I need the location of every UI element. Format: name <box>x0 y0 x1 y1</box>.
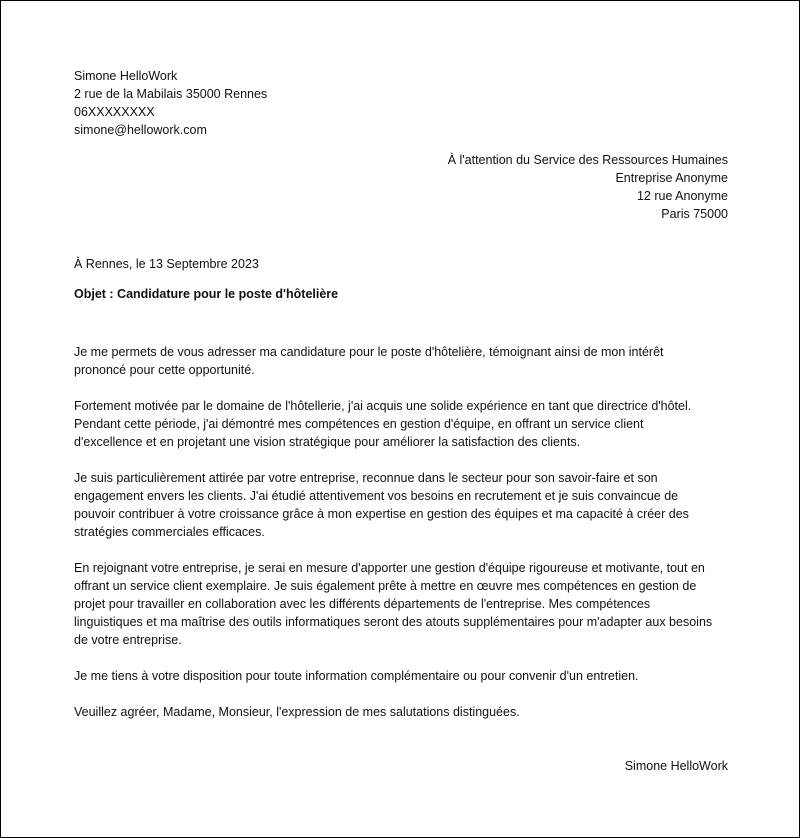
sender-phone: 06XXXXXXXX <box>74 105 155 119</box>
body-line: d'excellence et en projetant une vision stratégique pour améliorer la satisfaction des clients. <box>74 435 581 449</box>
body-line: Fortement motivée par le domaine de l'hôtellerie, j'ai acquis une solide expérience en tant que directrice d'hôtel. <box>74 399 692 413</box>
body-line: stratégies commerciales efficaces. <box>74 525 265 539</box>
body-line: engagement envers les clients. J'ai étudié attentivement vos besoins en recrutement et je suis convaincue de <box>74 489 679 503</box>
body-line: prononcé pour cette opportunité. <box>74 363 255 377</box>
paragraph-availability <box>74 667 734 685</box>
recipient-block <box>448 151 728 223</box>
body-line: Veuillez agréer, Madame, Monsieur, l'expression de mes salutations distinguées. <box>74 705 520 719</box>
recipient-city: Paris 75000 <box>661 207 728 221</box>
paragraph-intro <box>74 343 734 379</box>
recipient-company: Entreprise Anonyme <box>615 171 728 185</box>
paragraph-contribution <box>74 559 734 649</box>
body-line: de votre entreprise. <box>74 633 182 647</box>
body-line: En rejoignant votre entreprise, je serai en mesure d'apporter une gestion d'équipe rigoureuse et motivante, tout en <box>74 561 705 575</box>
signature: Simone HelloWork <box>624 759 728 773</box>
body-line: pouvoir contribuer à votre croissance grâce à mon expertise en gestion des équipes et ma capacité à créer des <box>74 507 689 521</box>
recipient-street: 12 rue Anonyme <box>636 189 728 203</box>
sender-email: simone@hellowork.com <box>74 123 207 137</box>
body-line: projet pour travailler en collaboration avec les différents départements de l'entreprise. Mes compétences <box>74 597 651 611</box>
paragraph-motivation <box>74 469 734 541</box>
paragraph-experience <box>74 397 734 451</box>
body-line: Je me tiens à votre disposition pour toute information complémentaire ou pour convenir d'un entretien. <box>74 669 639 683</box>
paragraph-closing <box>74 703 734 721</box>
sender-address: 2 rue de la Mabilais 35000 Rennes <box>74 87 268 101</box>
sender-name: Simone HelloWork <box>74 69 178 83</box>
recipient-attention: À l'attention du Service des Ressources Humaines <box>447 153 728 167</box>
letter-date: À Rennes, le 13 Septembre 2023 <box>74 257 259 271</box>
letter-subject: Objet : Candidature pour le poste d'hôtelière <box>74 287 339 301</box>
body-line: Je me permets de vous adresser ma candidature pour le poste d'hôtelière, témoignant ainsi de mon intérêt <box>74 345 664 359</box>
body-line: offrant un service client exemplaire. Je suis également prête à mettre en œuvre mes compétences en gestion de <box>74 579 697 593</box>
letter-body <box>74 343 734 739</box>
body-line: Je suis particulièrement attirée par votre entreprise, reconnue dans le secteur pour son savoir-faire et son <box>74 471 658 485</box>
body-line: Pendant cette période, j'ai démontré mes compétences en gestion d'équipe, en offrant un service client <box>74 417 644 431</box>
body-line: linguistiques et ma maîtrise des outils informatiques seront des atouts supplémentaires pour m'adapter aux besoins <box>74 615 713 629</box>
sender-block <box>74 67 267 139</box>
